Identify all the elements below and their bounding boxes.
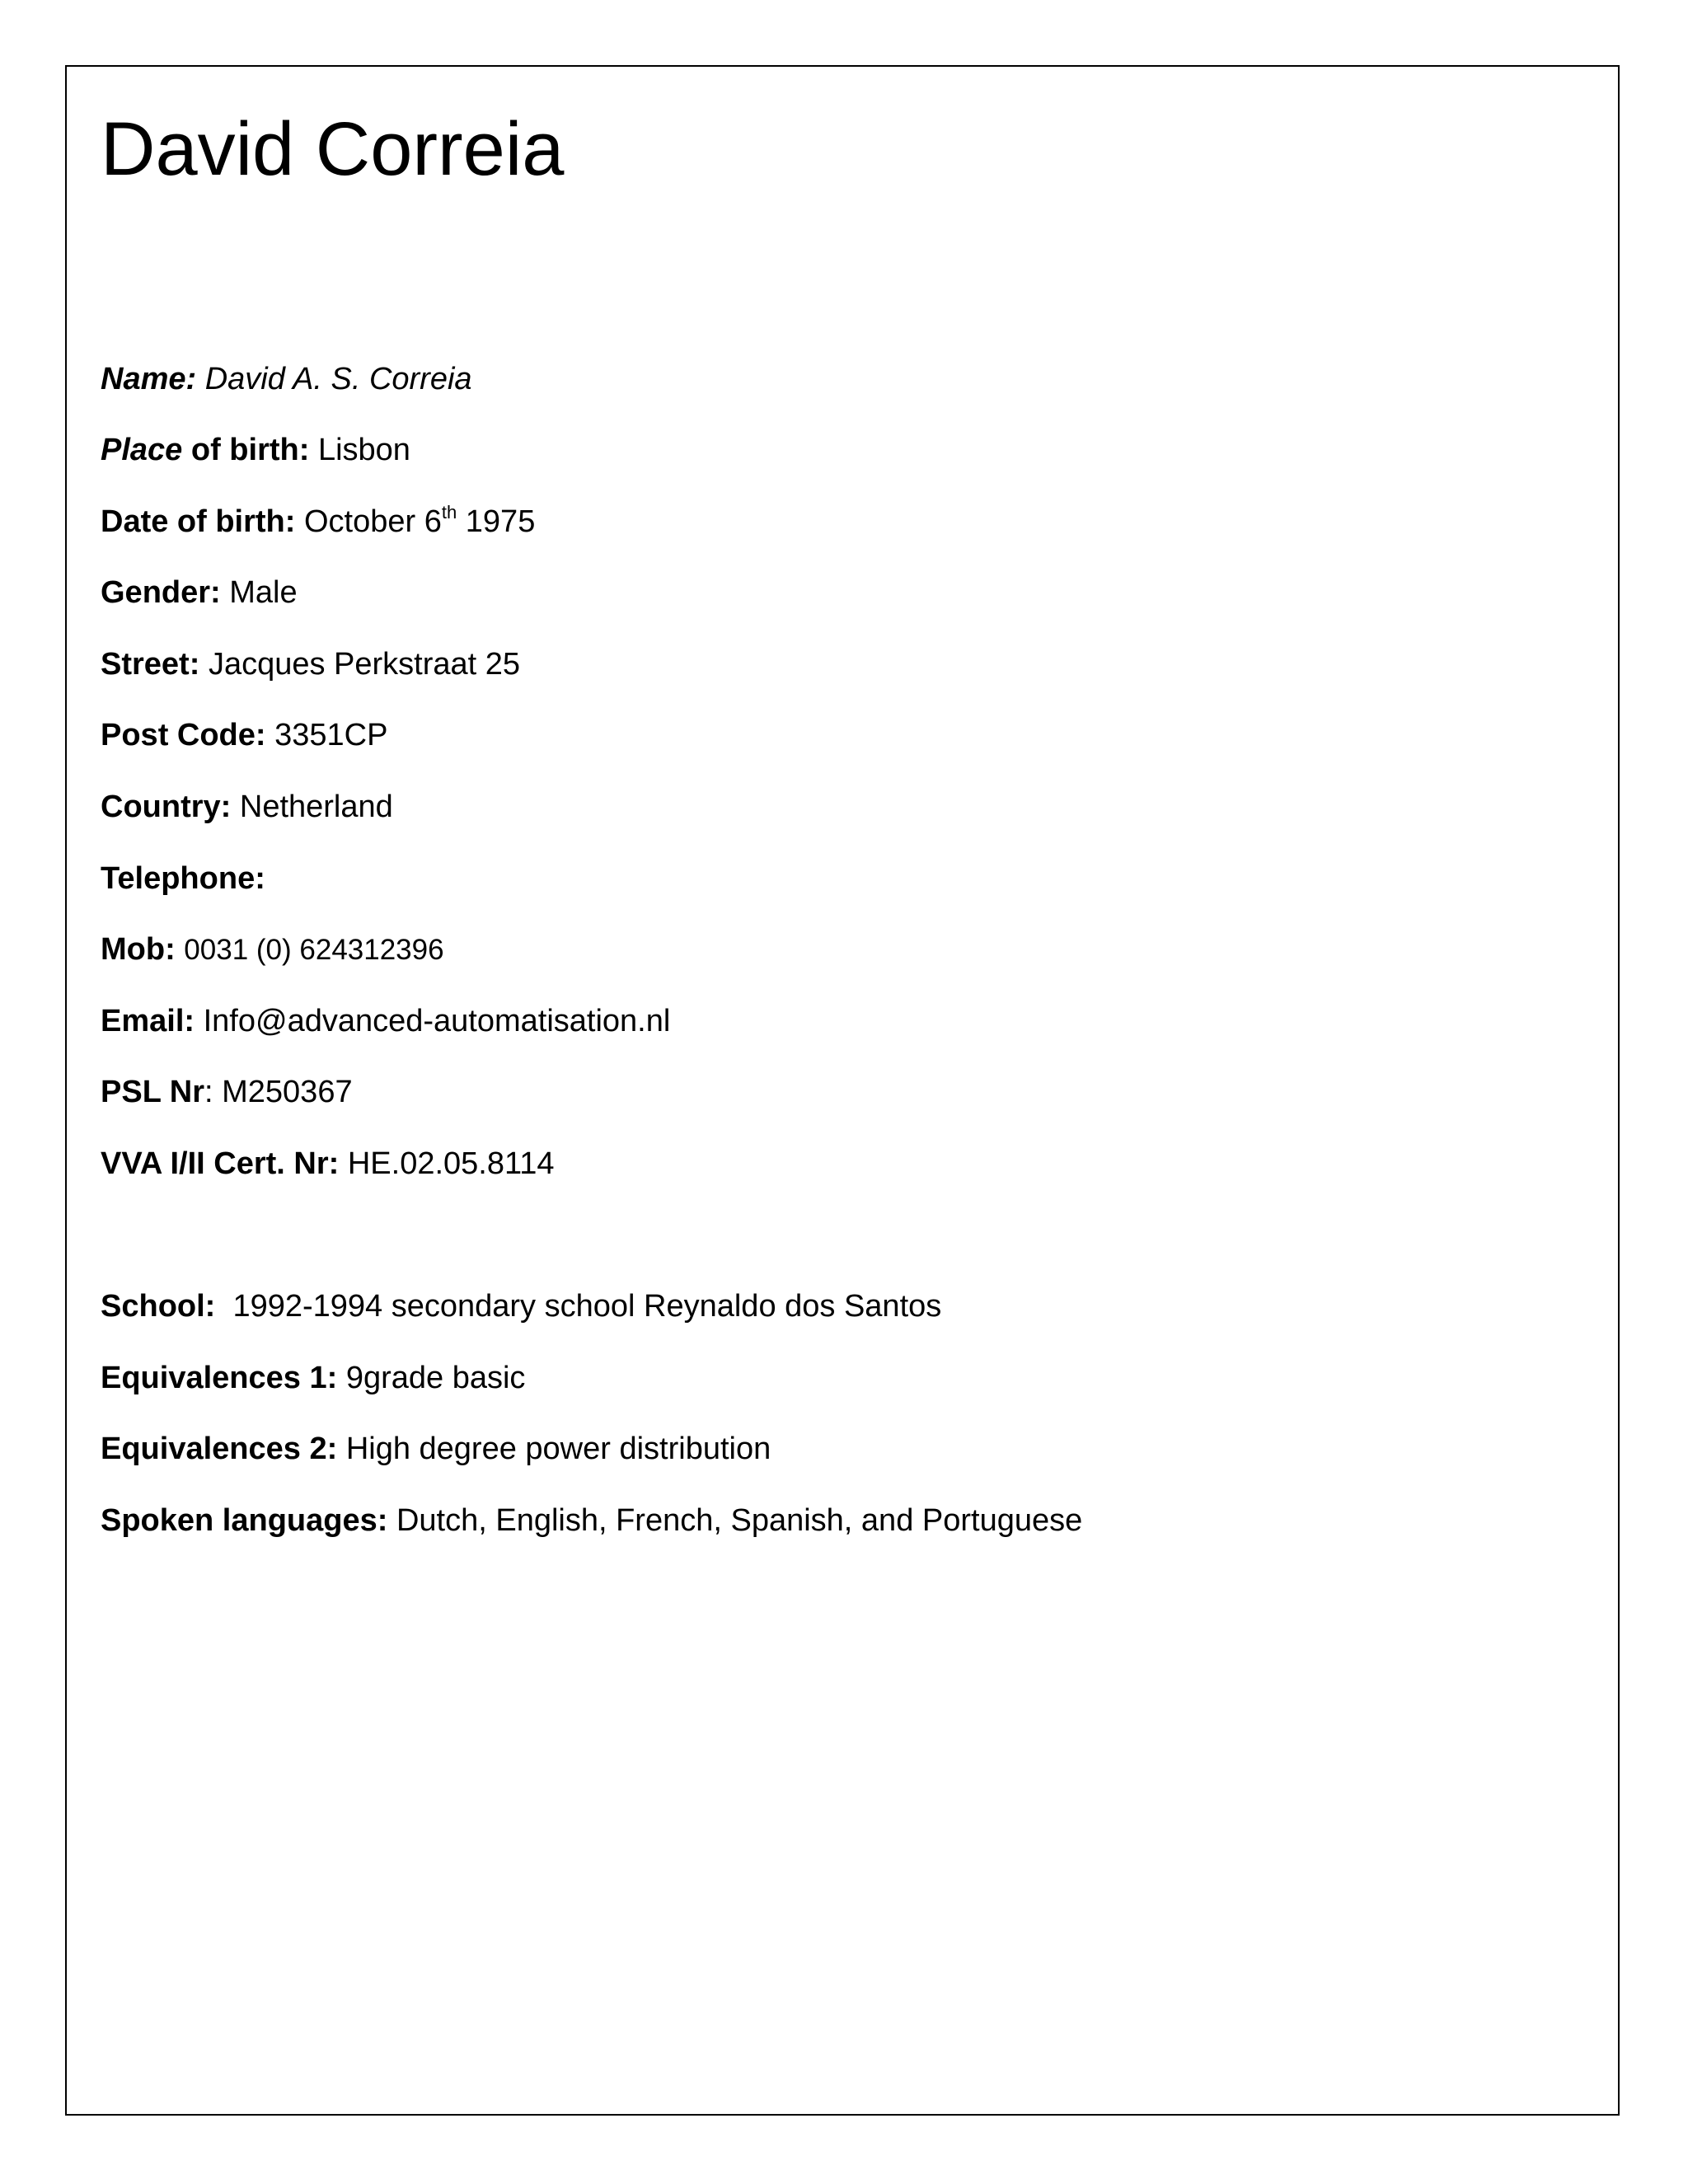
telephone-label: Telephone: [101, 861, 265, 896]
dob-value-sup: th [441, 502, 457, 523]
mob-value: 0031 (0) 624312396 [184, 934, 444, 966]
place-label-rest: of birth: [182, 433, 310, 467]
equiv1-value: 9grade basic [345, 1361, 526, 1395]
place-label-italic: Place [101, 433, 183, 467]
name-value: David A. S. Correia [204, 362, 472, 396]
gender-value: Male [229, 575, 298, 610]
equiv2-label: Equivalences 2: [101, 1432, 338, 1466]
psl-value: : M250367 [204, 1075, 353, 1109]
field-psl-nr [101, 1073, 353, 1111]
field-gender [101, 574, 298, 612]
languages-label: Spoken languages: [101, 1503, 388, 1538]
dob-value-post: 1975 [457, 504, 536, 539]
place-value: Lisbon [317, 433, 410, 467]
equiv2-value: High degree power distribution [345, 1432, 771, 1466]
languages-value: Dutch, English, French, Spanish, and Portuguese [396, 1503, 1083, 1538]
document-title: David Correia [101, 107, 565, 191]
field-date-of-birth [101, 503, 535, 541]
street-label: Street: [101, 647, 200, 682]
field-telephone [101, 860, 265, 898]
field-spoken-languages [101, 1502, 1082, 1540]
dob-value-pre: October 6 [304, 504, 442, 539]
field-place-of-birth [101, 431, 410, 469]
school-value: 1992-1994 secondary school Reynaldo dos Santos [232, 1289, 942, 1324]
name-label: Name: [101, 362, 197, 396]
vva-value: HE.02.05.8114 [347, 1146, 555, 1181]
gender-label: Gender: [101, 575, 221, 610]
country-label: Country: [101, 790, 232, 824]
email-value[interactable]: Info@advanced-automatisation.nl [203, 1004, 671, 1038]
email-label: Email: [101, 1004, 195, 1038]
country-value: Netherland [239, 790, 393, 824]
psl-label: PSL Nr [101, 1075, 205, 1109]
field-equivalences-2 [101, 1430, 771, 1468]
field-vva-cert [101, 1145, 555, 1183]
school-label: School: [101, 1289, 216, 1324]
field-mobile [101, 930, 444, 969]
equiv1-label: Equivalences 1: [101, 1361, 338, 1395]
field-post-code [101, 716, 387, 754]
postcode-label: Post Code: [101, 718, 266, 752]
postcode-value: 3351CP [274, 718, 388, 752]
field-school [101, 1287, 941, 1325]
field-email [101, 1002, 670, 1040]
mob-label: Mob: [101, 932, 176, 967]
vva-label: VVA I/II Cert. Nr: [101, 1146, 340, 1181]
dob-label: Date of birth: [101, 504, 296, 539]
field-street [101, 645, 520, 683]
field-country [101, 788, 393, 826]
field-equivalences-1 [101, 1359, 525, 1397]
street-value: Jacques Perkstraat 25 [208, 647, 521, 682]
field-name [101, 360, 472, 398]
